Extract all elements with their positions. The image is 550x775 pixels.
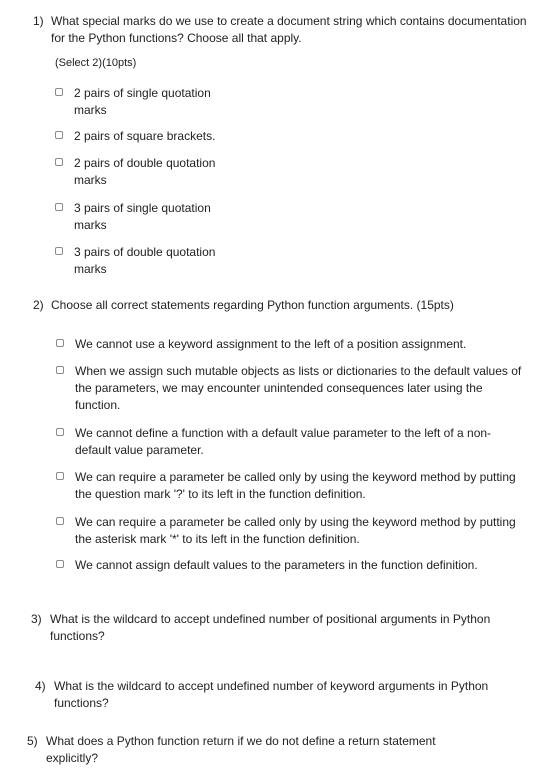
question-3-number: 3) [31, 612, 42, 626]
q1-option-2-label: 2 pairs of square brackets. [74, 129, 216, 143]
checkbox[interactable] [56, 472, 64, 480]
question-3-text: What is the wildcard to accept undefined number of positional arguments in Python functions? [50, 612, 491, 643]
question-1-text: What special marks do we use to create a document string which contains documentation for the Python functions? Choose all that apply. [51, 14, 527, 45]
question-2-number: 2) [33, 298, 44, 312]
checkbox[interactable] [55, 203, 63, 211]
checkbox[interactable] [55, 158, 63, 166]
checkbox[interactable] [56, 339, 64, 347]
checkbox[interactable] [56, 428, 64, 436]
checkbox[interactable] [56, 560, 64, 568]
q1-option-4-label: 3 pairs of single quotation marks [74, 201, 211, 232]
checkbox[interactable] [55, 88, 63, 96]
checkbox[interactable] [55, 131, 63, 139]
q1-option-5-label: 3 pairs of double quotation marks [74, 245, 216, 276]
checkbox[interactable] [55, 247, 63, 255]
q2-option-1-label: We cannot use a keyword assignment to the left of a position assignment. [75, 337, 467, 351]
q1-option-1-label: 2 pairs of single quotation marks [74, 86, 211, 117]
checkbox[interactable] [56, 517, 64, 525]
q2-option-2-label: When we assign such mutable objects as lists or dictionaries to the default values of the parameters, we may encounter unintended consequences later using the function. [75, 364, 522, 412]
question-1-select-note: (Select 2)(10pts) [55, 57, 137, 69]
question-5-number: 5) [27, 734, 38, 748]
q1-option-3-label: 2 pairs of double quotation marks [74, 156, 216, 187]
q2-option-4-label: We can require a parameter be called only by using the keyword method by putting the question mark '?' to its left in the function definition. [75, 470, 516, 501]
checkbox[interactable] [56, 366, 64, 374]
q2-option-3-label: We cannot define a function with a default value parameter to the left of a non-default value parameter. [75, 426, 492, 457]
q2-option-5-label: We can require a parameter be called only by using the keyword method by putting the asterisk mark '*' to its left in the function definition. [75, 515, 516, 546]
question-5-text: What does a Python function return if we do not define a return statement explicitly? [46, 734, 436, 765]
question-2-text: Choose all correct statements regarding Python function arguments. (15pts) [51, 298, 454, 312]
question-4-number: 4) [35, 679, 46, 693]
question-4-text: What is the wildcard to accept undefined number of keyword arguments in Python functions? [54, 679, 489, 710]
q2-option-6-label: We cannot assign default values to the parameters in the function definition. [75, 558, 478, 572]
question-1-number: 1) [33, 14, 44, 28]
